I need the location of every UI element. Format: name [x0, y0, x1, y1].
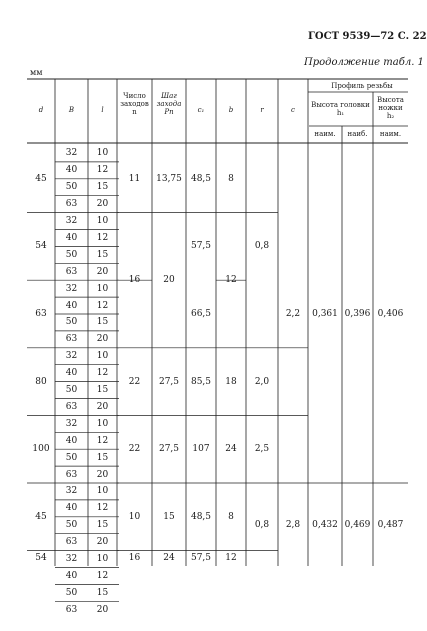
cell-d: 45	[35, 511, 47, 522]
cell-h1min-lower: 0,432	[312, 519, 338, 530]
cell-pitch: 24	[163, 553, 175, 564]
cell-l: 15	[96, 520, 109, 531]
cell-d: 45	[35, 173, 47, 184]
cell-B: 32	[65, 148, 78, 159]
cell-l: 12	[96, 503, 109, 514]
cell-b: 12	[225, 553, 237, 564]
cell-c1: 57,5	[190, 241, 212, 252]
header-r: r	[260, 106, 264, 114]
header-starts: Число заходов n	[120, 92, 149, 116]
cell-B: 32	[65, 216, 78, 227]
cell-B: 40	[65, 232, 78, 243]
cell-d: 80	[35, 376, 47, 387]
cell-starts: 16	[128, 553, 141, 564]
cell-pitch: 15	[163, 511, 175, 522]
cell-B: 40	[65, 503, 78, 514]
cell-B: 50	[65, 452, 78, 463]
cell-l: 12	[96, 165, 109, 176]
cell-h1min-upper: 0,361	[312, 309, 338, 319]
cell-l: 20	[96, 199, 109, 210]
cell-B: 32	[65, 351, 78, 362]
header-head-min: наим.	[314, 130, 336, 138]
cell-B: 50	[65, 587, 78, 598]
header-head-height: Высота головки h₁	[311, 101, 370, 117]
cell-d: 100	[32, 444, 50, 455]
cell-r-80: 2,0	[254, 376, 270, 387]
header-leg-min: наим.	[379, 130, 402, 138]
cell-h2-upper: 0,406	[377, 309, 404, 319]
cell-pitch: 27,5	[158, 376, 180, 387]
cell-l: 10	[96, 418, 109, 429]
cell-l: 20	[96, 604, 109, 615]
cell-l: 12	[96, 232, 109, 243]
cell-c1: 48,5	[190, 511, 212, 522]
table-continuation-caption: Продолжение табл. 1	[304, 57, 424, 68]
cell-l: 10	[96, 283, 109, 294]
cell-l: 15	[96, 249, 109, 260]
cell-l: 15	[96, 385, 109, 396]
header-c: c	[291, 106, 295, 114]
cell-B: 32	[65, 554, 78, 565]
cell-B: 63	[65, 266, 78, 277]
cell-starts: 22	[128, 444, 141, 455]
cell-l: 20	[96, 537, 109, 548]
header-b: b	[228, 106, 234, 114]
header-B: B	[68, 106, 75, 114]
cell-B: 63	[65, 469, 78, 480]
cell-h2-lower: 0,487	[377, 519, 404, 530]
cell-d: 54	[35, 241, 47, 252]
cell-l: 10	[96, 351, 109, 362]
cell-h1max-lower: 0,469	[344, 519, 371, 530]
cell-l: 15	[96, 587, 109, 598]
header-pitch: Шаг захода Pn	[156, 92, 182, 116]
cell-B: 50	[65, 520, 78, 531]
cell-pitch: 13,75	[156, 173, 182, 184]
cell-l: 15	[96, 317, 109, 328]
cell-l: 15	[96, 452, 109, 463]
cell-l: 10	[96, 486, 109, 497]
cell-B: 63	[65, 401, 78, 412]
cell-c-upper: 2,2	[285, 309, 301, 319]
cell-B: 50	[65, 182, 78, 193]
header-profile: Профиль резьбы	[331, 82, 393, 90]
cell-l: 15	[96, 182, 109, 193]
cell-starts: 10	[128, 511, 141, 522]
cell-l: 20	[96, 334, 109, 345]
cell-pitch: 27,5	[158, 444, 180, 455]
cell-starts: 22	[128, 376, 141, 387]
cell-b: 24	[225, 444, 237, 455]
cell-r-upper: 0,8	[254, 241, 270, 252]
cell-b: 18	[225, 376, 237, 387]
cell-pitch-merged: 20	[163, 275, 175, 286]
cell-B: 40	[65, 165, 78, 176]
cell-starts: 11	[128, 173, 141, 184]
cell-B: 50	[65, 317, 78, 328]
cell-c1: 85,5	[190, 376, 212, 387]
cell-B: 32	[65, 418, 78, 429]
cell-c1: 48,5	[190, 173, 212, 184]
cell-B: 32	[65, 486, 78, 497]
cell-c1: 57,5	[190, 553, 212, 564]
cell-r-lower: 0,8	[254, 519, 270, 530]
cell-c1: 107	[192, 444, 210, 455]
cell-B: 40	[65, 570, 78, 581]
cell-h1max-upper: 0,396	[344, 309, 371, 319]
cell-d: 63	[35, 309, 47, 319]
cell-l: 10	[96, 148, 109, 159]
cell-l: 20	[96, 469, 109, 480]
cell-B: 32	[65, 283, 78, 294]
cell-d: 54	[35, 553, 47, 564]
cell-B: 40	[65, 435, 78, 446]
header-d: d	[38, 106, 44, 114]
cell-l: 12	[96, 570, 109, 581]
cell-r-100: 2,5	[254, 444, 270, 455]
cell-B: 63	[65, 604, 78, 615]
unit-label: мм	[30, 68, 43, 77]
cell-l: 20	[96, 266, 109, 277]
cell-B: 63	[65, 537, 78, 548]
header-c1: c₁	[197, 106, 205, 114]
cell-l: 12	[96, 368, 109, 379]
cell-l: 20	[96, 401, 109, 412]
cell-B: 40	[65, 300, 78, 311]
cell-B: 50	[65, 249, 78, 260]
cell-l: 10	[96, 554, 109, 565]
cell-B: 50	[65, 385, 78, 396]
cell-B: 63	[65, 334, 78, 345]
cell-starts-merged: 16	[128, 275, 141, 286]
cell-b-merged: 12	[225, 275, 237, 286]
cell-B: 63	[65, 199, 78, 210]
cell-c-lower: 2,8	[285, 519, 301, 530]
cell-l: 10	[96, 216, 109, 227]
cell-B: 40	[65, 368, 78, 379]
cell-c1: 66,5	[190, 309, 212, 319]
standard-reference: ГОСТ 9539—72 С. 22	[308, 31, 427, 42]
cell-b: 8	[228, 511, 234, 522]
cell-b: 8	[228, 173, 234, 184]
header-l: l	[101, 106, 104, 114]
cell-l: 12	[96, 300, 109, 311]
cell-l: 12	[96, 435, 109, 446]
header-head-max: наиб.	[347, 130, 368, 138]
header-leg-height: Высота ножки h₂	[377, 96, 404, 120]
